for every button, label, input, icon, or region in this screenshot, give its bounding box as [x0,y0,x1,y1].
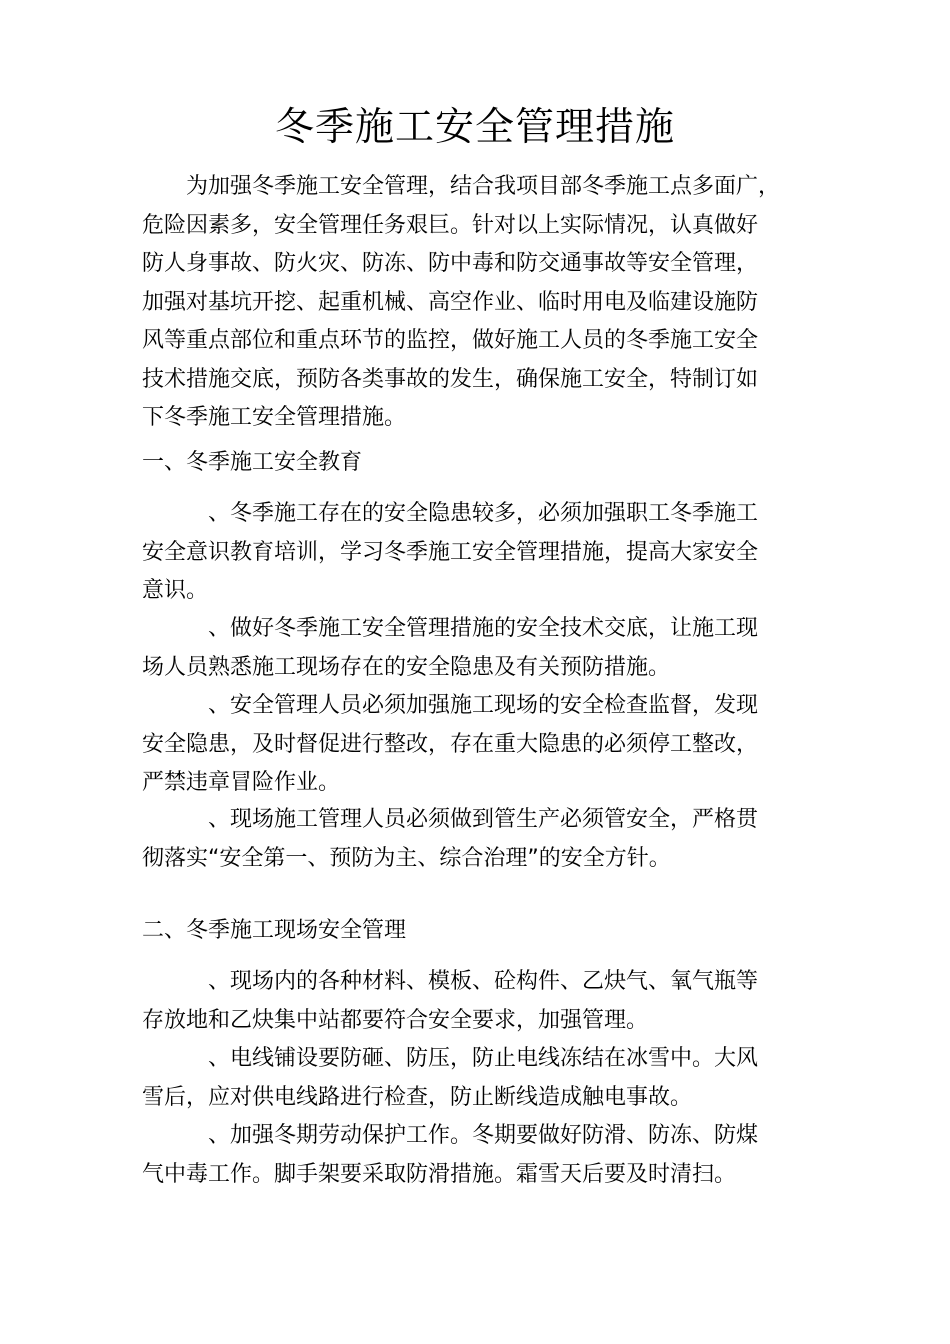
section-1-item-1 [142,495,816,611]
intro-line: 风等重点部位和重点环节的监控，做好施工人员的冬季施工安全 [142,328,759,353]
item-line: 、现场施工管理人员必须做到管生产必须管安全，严格贯 [208,807,759,832]
item-line: 意识。 [142,578,209,603]
intro-line: 防人身事故、防火灾、防冻、防中毒和防交通事故等安全管理， [142,251,759,276]
section-heading-1 [142,444,816,483]
item-line: 安全隐患，及时督促进行整改，存在重大隐患的必须停工整改， [142,731,759,757]
item-line: 、电线铺设要防砸、防压，防止电线冻结在冰雪中。大风 [208,1046,759,1071]
intro-line: 下冬季施工安全管理措施。 [142,405,407,430]
item-line: 、做好冬季施工安全管理措施的安全技术交底，让施工现 [208,616,759,641]
section-1-item-3 [142,687,816,803]
section-1-heading: 一、冬季施工安全教育 [142,450,363,475]
intro-line: 加强对基坑开挖、起重机械、高空作业、临时用电及临建设施防 [142,289,759,315]
intro-line: 危险因素多，安全管理任务艰巨。针对以上实际情况，认真做好 [142,212,759,238]
section-1-item-2 [142,610,816,687]
section-2-item-2 [142,1040,816,1117]
item-line: 、现场内的各种材料、模板、砼构件、乙炔气、氧气瓶等 [208,969,759,994]
item-line: 、加强冬期劳动保护工作。冬期要做好防滑、防冻、防煤 [208,1123,759,1148]
item-line: 严禁违章冒险作业。 [142,770,341,795]
item-line: 雪后，应对供电线路进行检查，防止断线造成触电事故。 [142,1084,693,1110]
intro-line: 为加强冬季施工安全管理，结合我项目部冬季施工点多面广， [186,174,781,199]
section-1-item-4 [142,801,816,878]
item-line: 、冬季施工存在的安全隐患较多，必须加强职工冬季施工 [208,501,759,526]
item-line: 场人员熟悉施工现场存在的安全隐患及有关预防措施。 [142,654,671,680]
item-line: 、安全管理人员必须加强施工现场的安全检查监督，发现 [208,693,759,718]
section-2-item-3 [142,1117,816,1194]
intro-paragraph [142,168,816,438]
item-line: 安全意识教育培训，学习冬季施工安全管理措施，提高大家安全 [142,539,759,565]
section-2-heading: 二、冬季施工现场安全管理 [142,918,407,943]
item-line: 存放地和乙炔集中站都要符合安全要求，加强管理。 [142,1007,649,1033]
section-heading-2 [142,912,816,951]
section-2-item-1 [142,963,816,1040]
document-title: 冬季施工安全管理措施 [274,105,675,150]
item-line: 彻落实“安全第一、预防为主、综合治理”的安全方针。 [142,845,671,871]
intro-line: 技术措施交底，预防各类事故的发生，确保施工安全，特制订如 [142,366,759,392]
item-line: 气中毒工作。脚手架要采取防滑措施。霜雪天后要及时清扫。 [142,1161,737,1187]
